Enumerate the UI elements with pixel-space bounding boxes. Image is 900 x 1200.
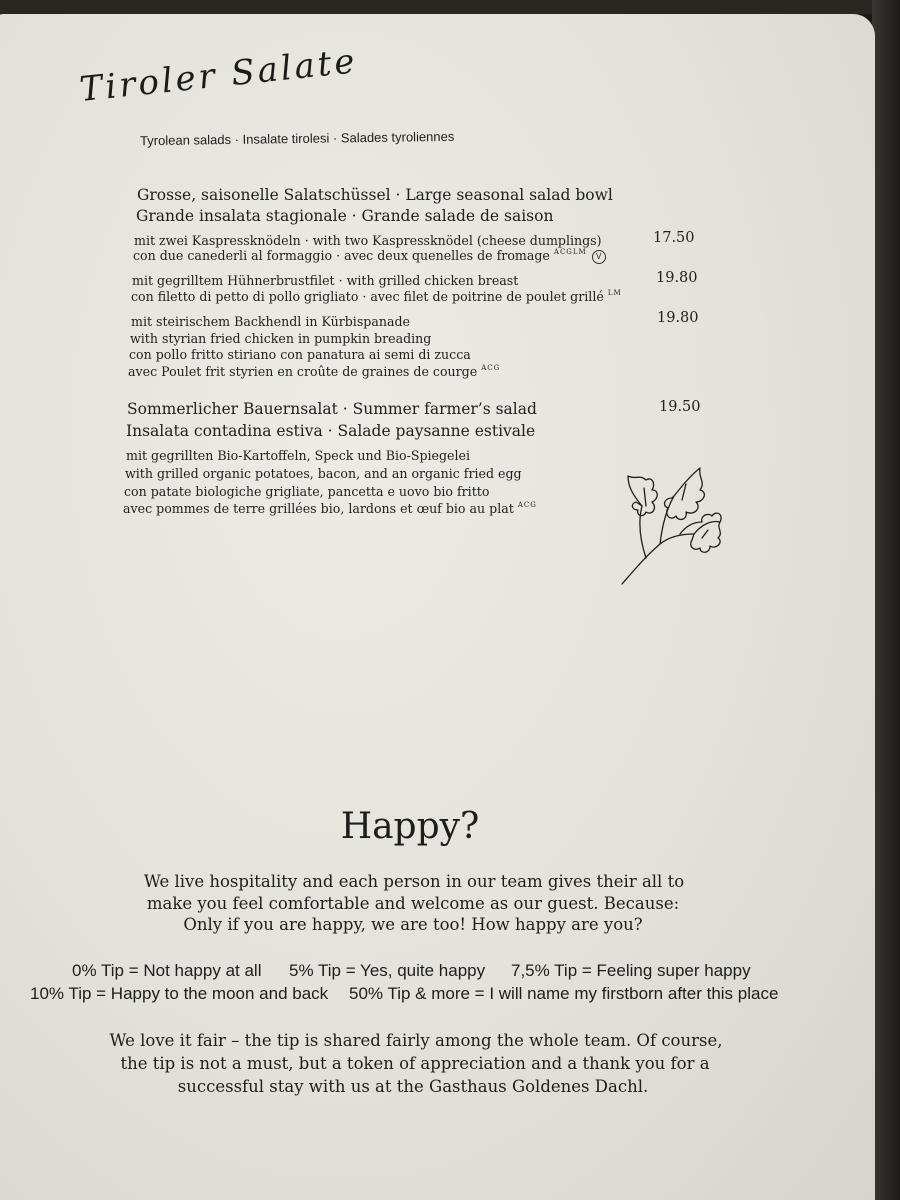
dish2-line2: with grilled organic potatoes, bacon, and an organic fried egg (125, 466, 522, 481)
dish1-option2-line1: mit gegrilltem Hühnerbrustfilet · with grilled chicken breast (132, 273, 519, 288)
happy-para2-line3: successful stay with us at the Gasthaus Goldenes Dachl. (177, 1077, 649, 1096)
happy-title: Happy? (340, 806, 480, 847)
dish2-line4 (123, 501, 537, 516)
dish1-option3-allergens: ACG (481, 364, 501, 372)
dish2-allergens: ACG (517, 501, 537, 509)
dish2-line4-text: avec pommes de terre grillées bio, lardons et œuf bio au plat (123, 501, 514, 516)
dish1-option3-line4 (128, 364, 500, 379)
parsley-leaf-icon (616, 460, 728, 588)
dish1-option2-line2-text: con filetto di petto di pollo grigliato · avec filet de poitrine de poulet grillé (131, 289, 604, 304)
dish1-option1-line2 (133, 248, 606, 264)
tip-50-percent: 50% Tip & more = I will name my firstborn after this place (349, 984, 779, 1003)
section-script-title: Tiroler Salate (77, 41, 360, 110)
dish1-option3-line2: with styrian fried chicken in pumpkin breading (130, 331, 432, 346)
dish2-price: 19.50 (659, 399, 701, 415)
dish2-line1: mit gegrillten Bio-Kartoffeln, Speck und Bio-Spiegelei (126, 448, 471, 463)
happy-para1-line3: Only if you are happy, we are too! How happy are you? (183, 915, 643, 934)
tip-10-percent: 10% Tip = Happy to the moon and back (30, 984, 329, 1003)
dish1-option3-line4-text: avec Poulet frit styrien en croûte de graines de courge (128, 364, 478, 379)
dish1-title-line1: Grosse, saisonelle Salatschüssel · Large seasonal salad bowl (137, 186, 613, 204)
dish2-title-line2: Insalata contadina estiva · Salade paysanne estivale (126, 422, 536, 440)
dish1-option1-line2-text: con due canederli al formaggio · avec deux quenelles de fromage (133, 248, 550, 263)
happy-para2-line1: We love it fair – the tip is shared fairly among the whole team. Of course, (109, 1031, 723, 1050)
dish1-option3-price: 19.80 (657, 310, 699, 326)
dish1-option2-price: 19.80 (656, 270, 698, 286)
tip-0-percent: 0% Tip = Not happy at all (72, 961, 262, 980)
happy-para1-line1: We live hospitality and each person in our team gives their all to (143, 872, 685, 891)
dish1-option1-line1: mit zwei Kaspressknödeln · with two Kaspressknödel (cheese dumplings) (134, 233, 602, 248)
dish1-option3-line1: mit steirischem Backhendl in Kürbispanade (131, 314, 410, 329)
page-edge-shadow (872, 0, 900, 1200)
dish1-option1-allergens: ACGLM (553, 248, 587, 256)
dish1-option1-price: 17.50 (653, 230, 695, 246)
dish1-title-line2: Grande insalata stagionale · Grande salade de saison (136, 207, 554, 225)
section-subtitle: Tyrolean salads · Insalate tirolesi · Salades tyroliennes (139, 128, 455, 149)
vegetarian-icon: V (592, 250, 606, 264)
happy-para2-line2: the tip is not a must, but a token of appreciation and a thank you for a (120, 1054, 710, 1073)
dish1-option3-line3: con pollo fritto stiriano con panatura ai semi di zucca (129, 347, 471, 362)
happy-para1-line2: make you feel comfortable and welcome as our guest. Because: (146, 894, 680, 913)
dish1-option2-line2 (131, 289, 622, 304)
dish1-option2-allergens: LM (607, 289, 622, 297)
tip-7-5-percent: 7,5% Tip = Feeling super happy (511, 961, 751, 980)
tip-5-percent: 5% Tip = Yes, quite happy (289, 961, 486, 980)
dish2-title-line1: Sommerlicher Bauernsalat · Summer farmer’s salad (127, 400, 537, 418)
dish2-line3: con patate biologiche grigliate, pancetta e uovo bio fritto (124, 484, 490, 499)
